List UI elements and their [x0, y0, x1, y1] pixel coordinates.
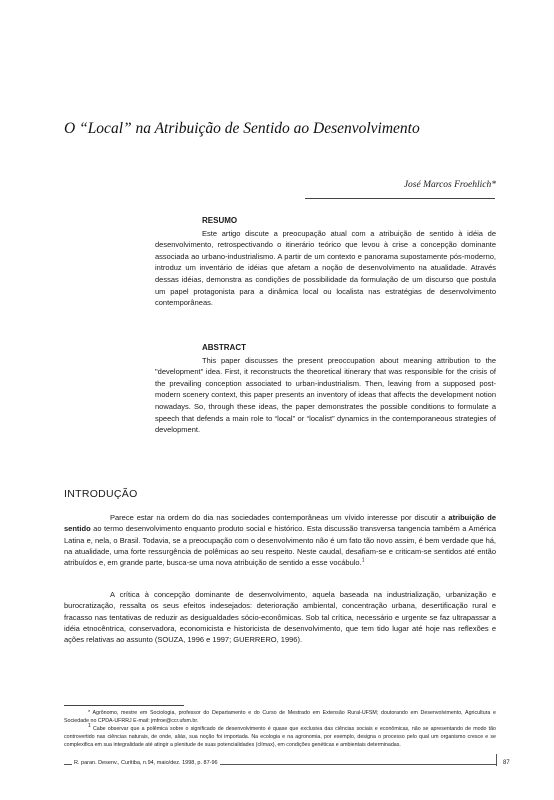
- author-name: José Marcos Froehlich*: [403, 180, 496, 190]
- footnote-1-text: Cabe observar que a polêmica sobre o significado de desenvolvimento é quase que exclusiva das ciências sociais e econômicas, não se apresentando de modo tão controvertido nas ciências naturais, de onde, aliás, sua noção foi importada. Na ecologia e na agronomia, por exemplo, designa o processo pelo qual um organismo cresce e se complexifica em sua integralidade até atingir a plenitude de suas potencialidades (clímax), em condições genéticas e ambientais determinadas.: [64, 726, 496, 749]
- footer-rule-left: [64, 764, 72, 765]
- footer-divider-tick: [496, 754, 497, 766]
- resumo-text: Este artigo discute a preocupação atual com a atribuição de sentido à idéia de desenvolvimento, retrospectivando o itinerário teórico que levou à crise a concepção dominante associada ao urbano-industrialismo. A partir de um contexto e panorama supostamente pós-moderno, introduz um inventário de idéias que afetam a noção de desenvolvimento na atualidade. Através dessas idéias, demonstra as condições de possibilidade da formulação de um discurso que postula um papel protagonista para a dinâmica local ou localista nas estratégias de desenvolvimento contemporâneas.: [155, 228, 496, 308]
- journal-citation: R. paran. Desenv., Curitiba, n.94, maio/dez. 1998, p. 87-96: [74, 760, 218, 766]
- introducao-heading: INTRODUÇÃO: [64, 488, 138, 500]
- footnote-1-mark: 1: [88, 723, 91, 730]
- p1-text-end: ao termo desenvolvimento enquanto produto social e histórico. Esta discussão transversa tangencia também a América Latina e, nela, o Brasil. Todavia, se a preocupação com o desenvolvimento não é um fato tão novo assim, é bem verdade que há, na atualidade, uma forte ressurgência de polêmicas ao seu respeito. Neste caudal, desafiam-se e criticam-se sentidos até então atribuídos e, em grande parte, busca-se uma nova atribuição de sentido a esse vocábulo.: [64, 524, 496, 568]
- footnote-divider: [64, 705, 184, 706]
- footnote-1: [64, 725, 496, 749]
- page-number: 87: [503, 760, 510, 766]
- article-title: O “Local” na Atribuição de Sentido ao Desenvolvimento: [64, 120, 420, 137]
- author-divider: [305, 198, 495, 199]
- footnote-star: * Agrônomo, mestre em Sociologia, professor do Departamento e do Curso de Mestrado em Extensão Rural-UFSM; doutorando em Desenvolvimento, Agricultura e Sociedade no CPDA-UFRRJ E-mail: jmfroe@ccr.ufsm.br.: [64, 710, 496, 725]
- footnotes: [64, 709, 496, 749]
- introducao-paragraph-2: [64, 589, 496, 645]
- abstract-section: [155, 342, 496, 436]
- resumo-heading: RESUMO: [202, 216, 238, 225]
- abstract-heading: ABSTRACT: [202, 343, 246, 352]
- footnote-ref-1: 1: [361, 557, 365, 564]
- footer-rule-right: [220, 764, 496, 765]
- p1-bold-term: atribuição de sentido: [64, 513, 496, 534]
- p1-text-start: Parece estar na ordem do dia nas sociedades contemporâneas um vívido interesse por discutir a: [110, 513, 449, 522]
- introducao-paragraph-1: [64, 512, 496, 568]
- resumo-section: [155, 215, 496, 309]
- p2-text: A crítica à concepção dominante de desenvolvimento, aquela baseada na industrialização, urbanização e burocratização, ressalta os seus efeitos indesejados: deterioração ambiental, concentração urbana, desertificação rural e fracasso nas tentativas de reduzir as desigualdades sócio-econômicas. Sob tal crítica, necessário e urgente se faz ultrapassar a idéia etnocêntrica, conservadora, economicista e historicista de desenvolvimento, que tem tido lugar até hoje nas reflexões e ações relativas ao assunto (SOUZA, 1996 e 1997; GUERRERO, 1996).: [64, 590, 496, 645]
- abstract-text: This paper discusses the present preoccupation about meaning attribution to the "development" idea. First, it reconstructs the theoretical itinerary that was responsible for the crisis of the prevailing conception associated to urban-industrialism. Then, leaving from a supposed post-modern scenery context, this paper presents an inventory of ideas that affects the development notion nowadays. So, through these ideas, the paper demonstrates the possible conditions to formulate a speech that defends a main role to “local” or “localist” dynamics in the contemporaneous strategies of development.: [155, 355, 496, 435]
